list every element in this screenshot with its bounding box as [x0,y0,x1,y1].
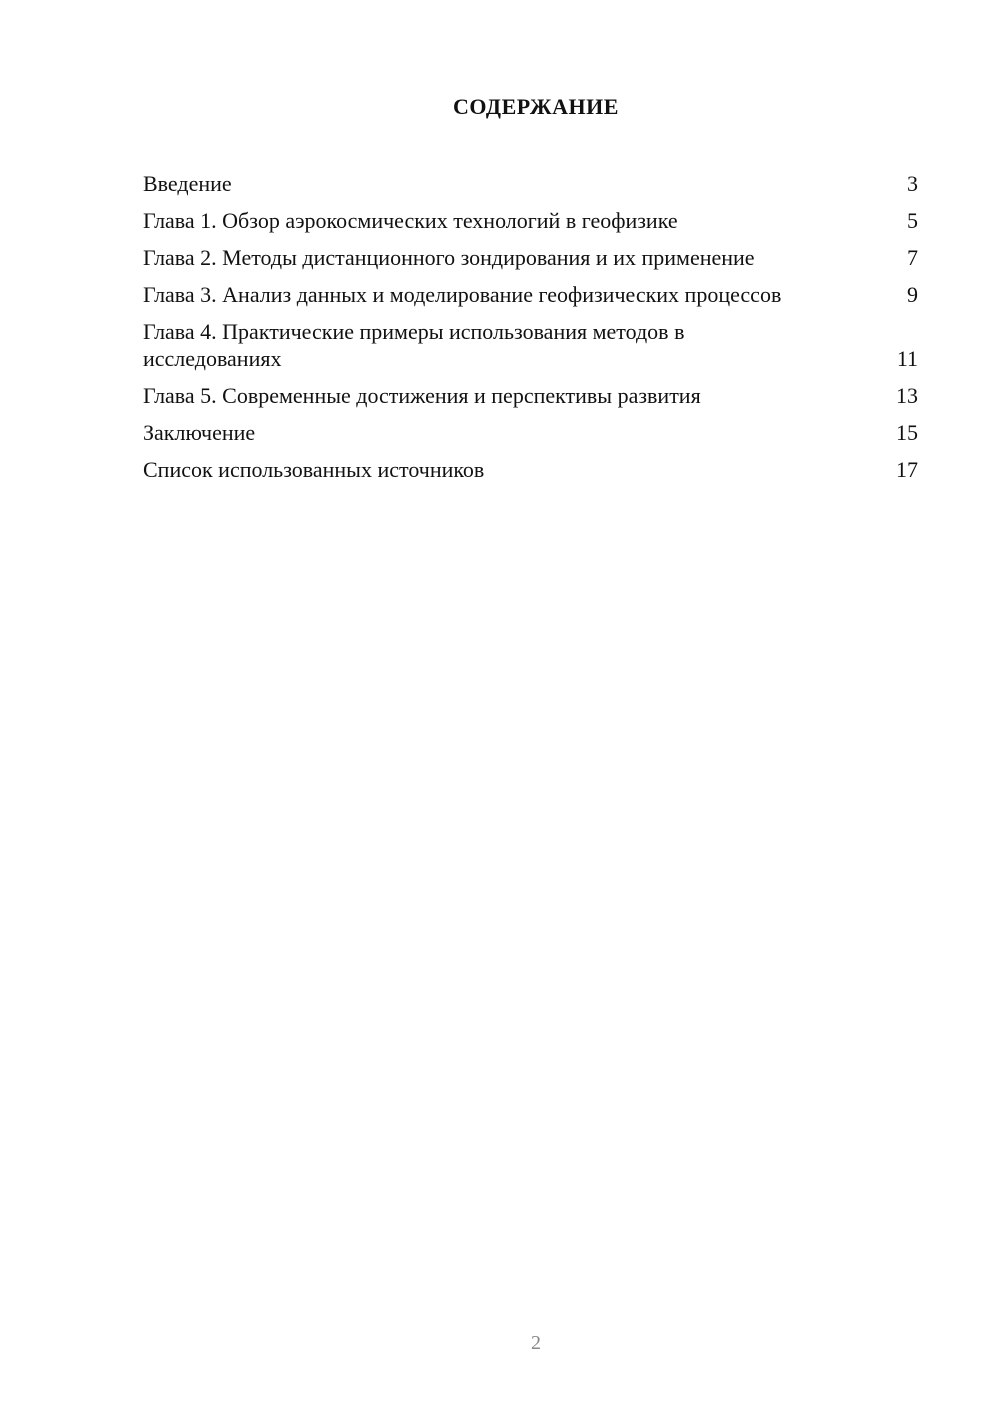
toc-item-label: Глава 3. Анализ данных и моделирование геофизических процессов [143,282,782,307]
toc-item-page: 15 [896,420,918,445]
toc-item-label: Введение [143,171,232,196]
toc-item-page: 17 [896,457,918,482]
toc-item-chapter-4[interactable] [143,318,918,372]
page-title: СОДЕРЖАНИЕ [453,94,619,119]
toc-item-label: Заключение [143,420,256,445]
toc-item-chapter-2[interactable] [143,244,918,271]
toc-item-conclusion[interactable] [143,419,918,446]
toc-item-chapter-3[interactable] [143,281,918,308]
toc-item-label: Глава 2. Методы дистанционного зондирования и их применение [143,245,755,270]
toc-item-page: 13 [896,383,918,408]
toc-item-introduction[interactable] [143,170,918,197]
toc-item-page: 3 [907,171,918,196]
toc-item-page: 11 [896,346,918,371]
toc-item-page: 5 [907,208,918,233]
toc-item-page: 7 [907,245,918,270]
toc-item-references[interactable] [143,456,918,483]
toc-item-label: Список использованных источников [143,457,485,482]
toc-item-chapter-1[interactable] [143,207,918,234]
table-of-contents [143,170,918,493]
toc-item-chapter-5[interactable] [143,382,918,409]
page-number: 2 [531,1332,541,1354]
toc-item-page: 9 [907,282,918,307]
toc-item-label: Глава 4. Практические примеры использования методов в исследованиях [143,319,685,371]
toc-item-label: Глава 1. Обзор аэрокосмических технологий в геофизике [143,208,678,233]
toc-item-label: Глава 5. Современные достижения и перспективы развития [143,383,701,408]
